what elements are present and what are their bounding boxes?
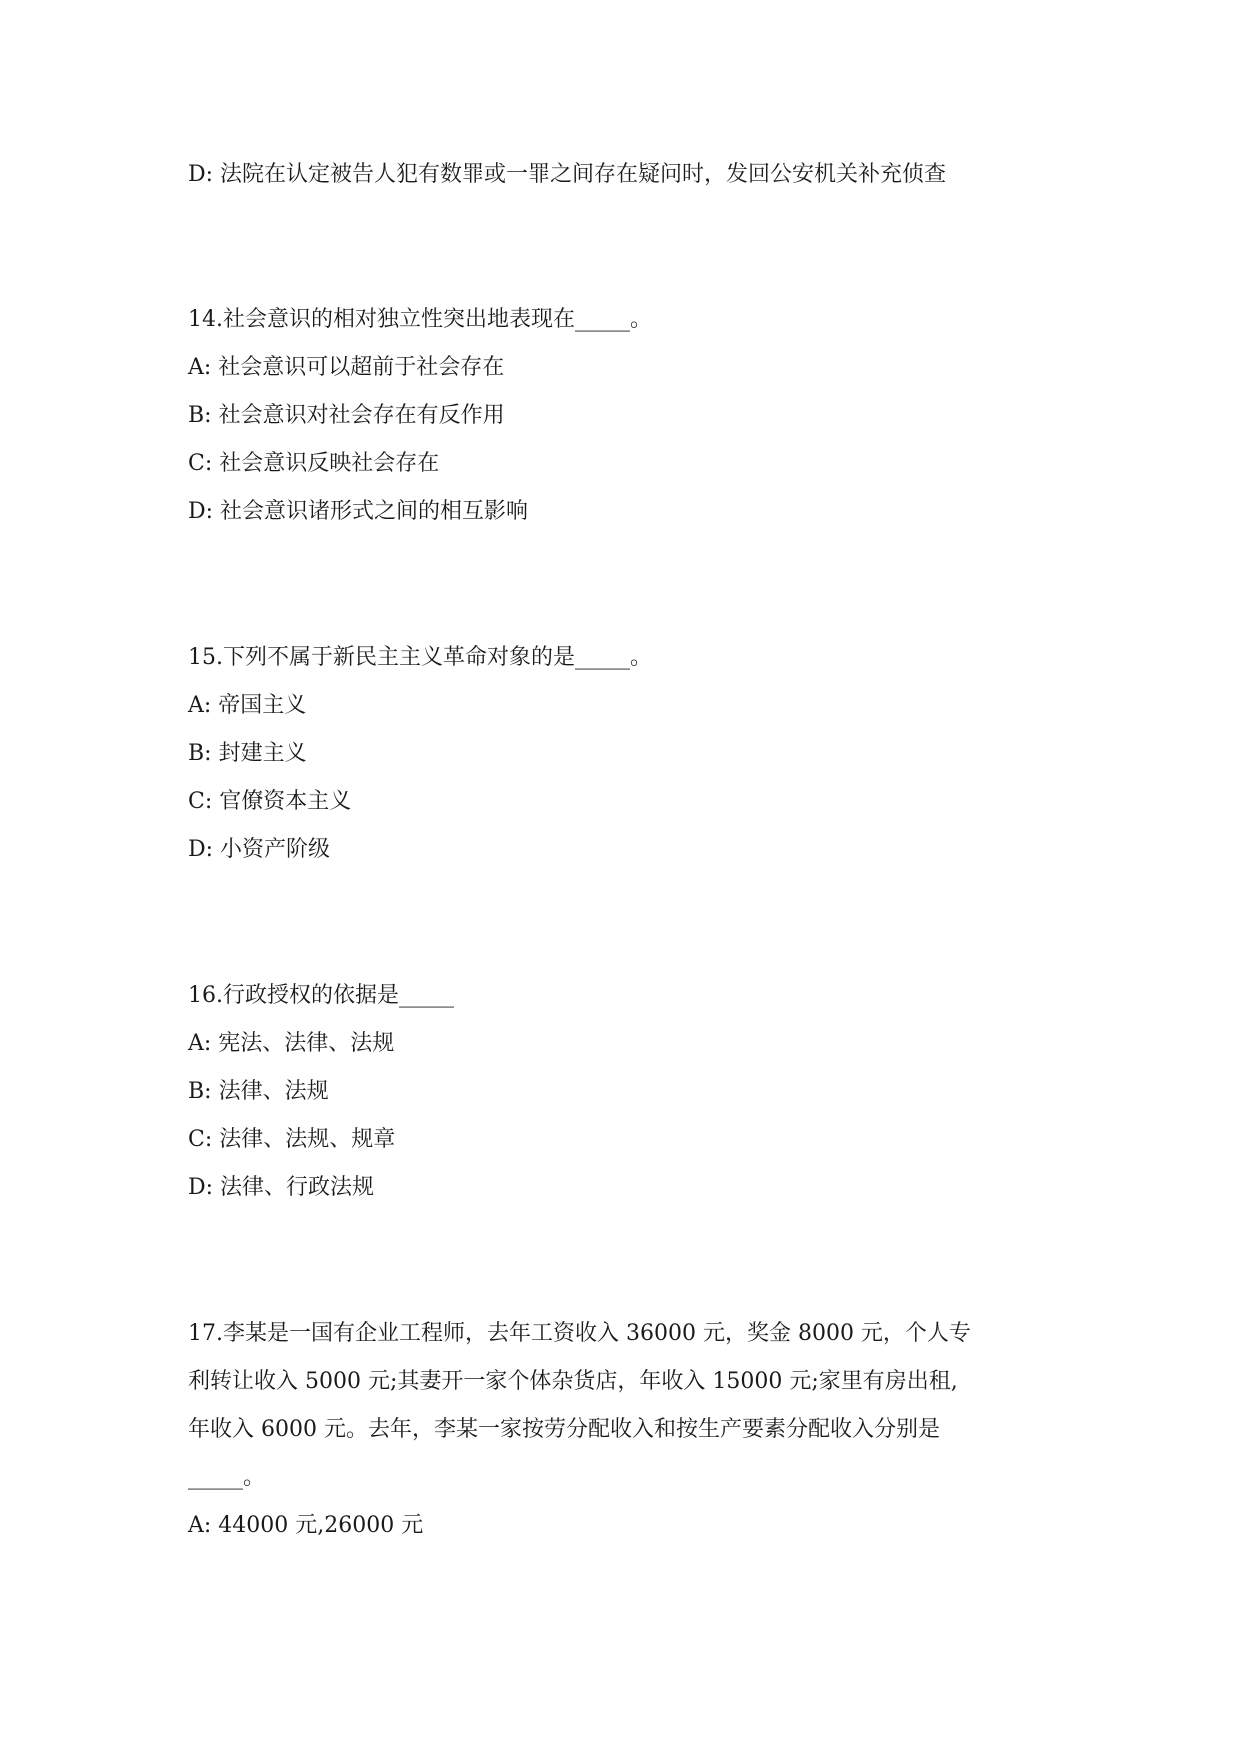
question-14-option-a: A: 社会意识可以超前于社会存在 — [188, 355, 505, 380]
question-15-option-c: C: 官僚资本主义 — [188, 789, 352, 814]
question-16-option-c: C: 法律、法规、规章 — [188, 1127, 396, 1152]
question-15-option-b: B: 封建主义 — [188, 741, 307, 766]
question-16-option-a: A: 宪法、法律、法规 — [188, 1031, 395, 1056]
question-16-option-d: D: 法律、行政法规 — [188, 1175, 375, 1200]
question-15-option-a: A: 帝国主义 — [188, 693, 307, 718]
prev-question-option-d: D: 法院在认定被告人犯有数罪或一罪之间存在疑问时，发回公安机关补充侦查 — [188, 162, 947, 187]
question-17-stem-line-4: _____。 — [188, 1465, 266, 1490]
question-15-stem: 15.下列不属于新民主主义革命对象的是_____。 — [188, 645, 652, 670]
question-17-option-a: A: 44000 元,26000 元 — [188, 1513, 424, 1538]
question-15-option-d: D: 小资产阶级 — [188, 837, 331, 862]
question-17-stem-line-2: 利转让收入 5000 元;其妻开一家个体杂货店，年收入 15000 元;家里有房出租, — [188, 1369, 958, 1394]
question-17-stem-line-3: 年收入 6000 元。去年，李某一家按劳分配收入和按生产要素分配收入分别是 — [188, 1417, 940, 1442]
question-14-option-b: B: 社会意识对社会存在有反作用 — [188, 403, 505, 428]
question-16-stem: 16.行政授权的依据是_____ — [188, 983, 454, 1008]
question-14-option-c: C: 社会意识反映社会存在 — [188, 451, 440, 476]
question-14-stem: 14.社会意识的相对独立性突出地表现在_____。 — [188, 307, 652, 332]
question-17-stem-line-1: 17.李某是一国有企业工程师，去年工资收入 36000 元，奖金 8000 元，个人专 — [188, 1321, 971, 1346]
question-16-option-b: B: 法律、法规 — [188, 1079, 329, 1104]
question-14-option-d: D: 社会意识诸形式之间的相互影响 — [188, 499, 529, 524]
